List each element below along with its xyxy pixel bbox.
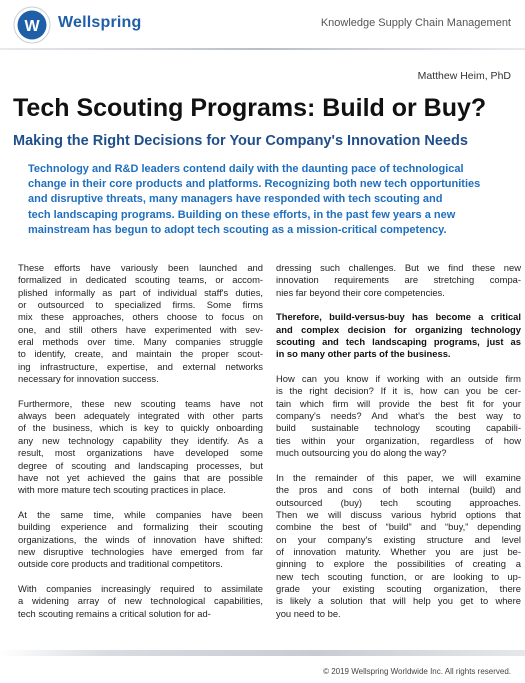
body-line: much outsourcing you do along the way?: [276, 447, 447, 459]
body-line: have not yet achieved the gains that are possible: [18, 471, 263, 483]
body-line: company's needs? And what's the best way to: [276, 410, 521, 422]
body-line: Then we will discuss various hybrid options that: [276, 508, 521, 520]
brand-name: Wellspring: [58, 14, 142, 31]
body-line: necessary for innovation success.: [18, 373, 159, 385]
body-line: degree of scouting and landscaping processes, but: [18, 459, 263, 471]
body-paragraph: [276, 472, 521, 620]
body-line: or outsourced to specialized firms. Some firms: [18, 299, 263, 311]
wellspring-logo-icon: [13, 6, 51, 44]
body-paragraph: [18, 583, 263, 620]
logo-letter: W: [24, 18, 40, 35]
body-paragraph: [276, 311, 521, 360]
intro-line: tech landscaping programs. Building on these efforts, in the past few years a new: [28, 208, 456, 221]
body-paragraph: [18, 509, 263, 571]
body-line: eral methods over time. Many companies struggle: [18, 336, 263, 348]
body-line: Therefore, build-versus-buy has become a critical: [276, 311, 521, 323]
body-line: you need to be.: [276, 607, 341, 619]
body-line: grade your existing scouting organization, there: [276, 582, 521, 594]
body-line: new tech scouting function, or are looking to up-: [276, 570, 521, 582]
body-paragraph: [276, 373, 521, 459]
body-line: nies far beyond their core competencies.: [276, 286, 445, 298]
header-divider: [0, 48, 525, 50]
body-line: scouting and tech landscaping programs, just as: [276, 336, 521, 348]
body-line: plished informally as part of individual staff's duties,: [18, 286, 263, 298]
body-line: outside core products and traditional competitors.: [18, 558, 223, 570]
body-line: organizations, the winds of innovation have shifted:: [18, 533, 263, 545]
body-line: the pros and cons of both internal (build) and: [276, 484, 521, 496]
body-line: on your company's existing structure and level: [276, 533, 521, 545]
intro-line: change in their core products and platforms. Recognizing both new tech opportunities: [28, 178, 481, 191]
body-line: In the remainder of this paper, we will examine: [276, 471, 521, 483]
body-line: tain which firm will provide the best fit for your: [276, 397, 521, 409]
body-line: in so many other parts of the business.: [276, 348, 451, 360]
left-column: [18, 262, 263, 632]
copyright-notice: © 2019 Wellspring Worldwide Inc. All rights reserved.: [323, 667, 511, 676]
body-line: always been adequately integrated with other parts: [18, 410, 263, 422]
page-title: Tech Scouting Programs: Build or Buy?: [13, 94, 487, 122]
body-line: of innovation maturity. Whether you are just be-: [276, 545, 521, 557]
body-line: and complex decision for organizing technology: [276, 323, 521, 335]
right-column: [276, 262, 521, 632]
body-line: of the business, which is key to quickly onboarding: [18, 422, 263, 434]
body-line: ginning to explore the possibilities of creating a: [276, 558, 521, 570]
intro-paragraph: [28, 162, 498, 240]
body-line: is the right decision? If it is, how can you be cer-: [276, 385, 521, 397]
body-line: one, and still others have experimented with sev-: [18, 323, 263, 335]
body-line: any new technology capability they identify. As a: [18, 434, 263, 446]
body-line: new disruptive technologies have emerged from far: [18, 545, 263, 557]
tagline: Knowledge Supply Chain Management: [320, 17, 511, 29]
body-line: With companies increasingly required to assimilate: [18, 582, 263, 594]
body-line: At the same time, while companies have been: [18, 508, 263, 520]
body-line: a widening array of new technological capabilities,: [18, 595, 263, 607]
body-line: These efforts have variously been launched and: [18, 262, 263, 273]
intro-line: mainstream has begun to adopt tech scouting as a mission-critical competency.: [28, 223, 447, 236]
body-line: dressing such challenges. But we find these new: [276, 262, 521, 273]
body-line: formalized in dedicated scouting teams, or accom-: [18, 274, 263, 286]
body-line: innovation requirements are stretching compa-: [276, 274, 521, 286]
body-line: ties within your organization, regardless of how: [276, 434, 521, 446]
body-line: Furthermore, these new scouting teams have not: [18, 397, 263, 409]
body-line: build sustainable technology scouting capabili-: [276, 422, 521, 434]
body-paragraph: [276, 262, 521, 299]
intro-line: and disruptive threats, many managers have responded with tech scouting and: [28, 193, 443, 206]
body-line: tech scouting remains a critical solution for ad-: [18, 607, 211, 619]
intro-line: Technology and R&D leaders contend daily with the daunting pace of technological: [28, 163, 464, 175]
footer-divider: [0, 650, 525, 656]
body-line: to identify, create, and maintain the proper scout-: [18, 348, 263, 360]
body-paragraph: [18, 262, 263, 385]
body-paragraph: [18, 398, 263, 497]
page-header: [0, 0, 525, 48]
body-line: mix these approaches, others choose to focus on: [18, 311, 263, 323]
body-line: combine the best of “build” and “buy,” depending: [276, 521, 521, 533]
author-name: Matthew Heim, PhD: [417, 70, 511, 82]
body-line: building experience and formalizing their scouting: [18, 521, 263, 533]
body-line: outsourced (buy) tech scouting approaches.: [276, 496, 521, 508]
body-line: with more mature tech scouting practices in place.: [18, 484, 226, 496]
page-subtitle: Making the Right Decisions for Your Company's Innovation Needs: [13, 133, 468, 149]
body-line: How can you know if working with an outside firm: [276, 373, 521, 385]
body-line: ing infrastructure, expertise, and external networks: [18, 360, 263, 372]
body-line: result, most organizations have developed some: [18, 447, 263, 459]
body-line: is likely a solution that will help you get to where: [276, 595, 521, 607]
